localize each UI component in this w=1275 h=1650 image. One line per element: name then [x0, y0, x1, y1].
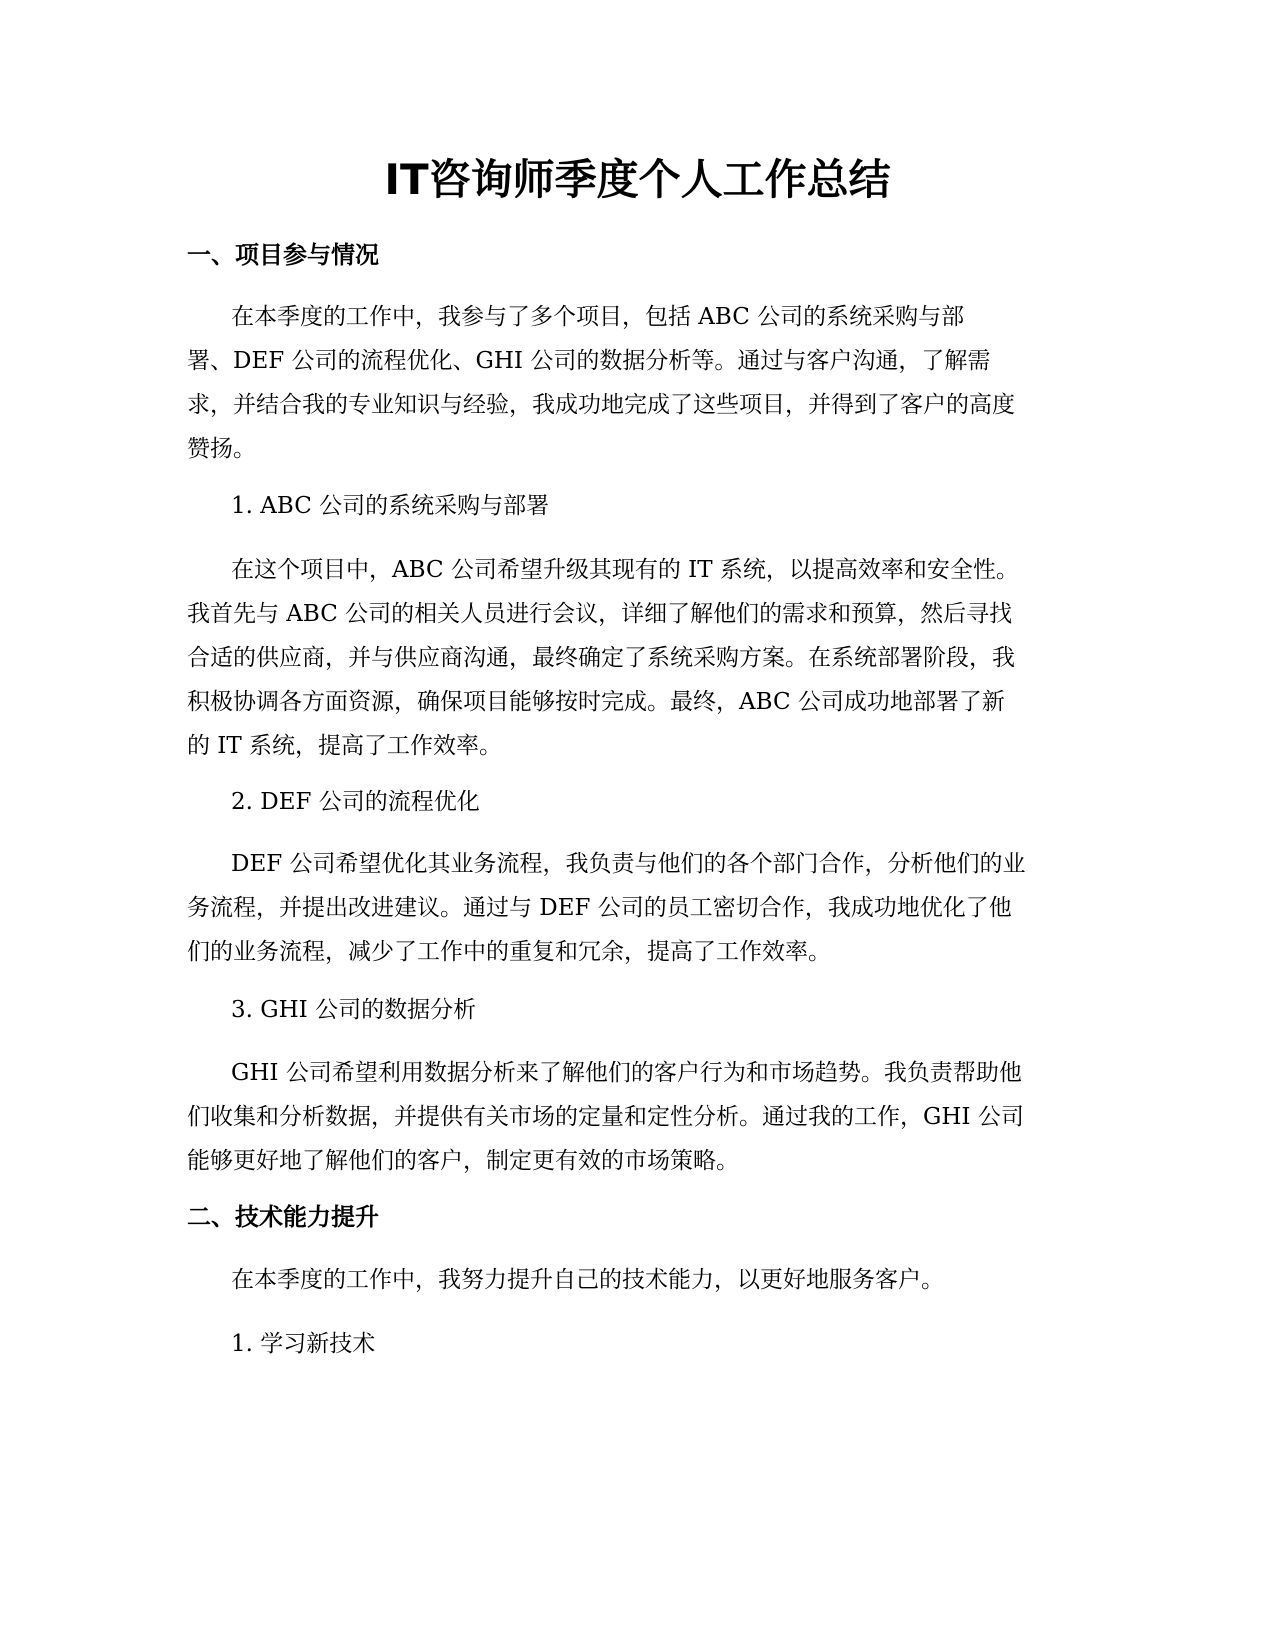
paragraph-line: 在本季度的工作中，我努力提升自己的技术能力，以更好地服务客户。	[231, 1267, 944, 1293]
paragraph-line: 赞扬。	[187, 436, 256, 462]
section-2-intro-paragraph	[187, 1258, 1092, 1302]
paragraph-line: 们收集和分析数据，并提供有关市场的定量和定性分析。通过我的工作，GHI 公司	[187, 1104, 1024, 1130]
item-3-paragraph	[187, 1051, 1092, 1183]
paragraph-line: 的 IT 系统，提高了工作效率。	[187, 733, 503, 759]
item-title-text: 1. ABC 公司的系统采购与部署	[231, 493, 550, 519]
paragraph-line: DEF 公司希望优化其业务流程，我负责与他们的各个部门合作，分析他们的业	[231, 851, 1026, 877]
section-2-item-1-title	[187, 1322, 1092, 1366]
section-1-intro-paragraph	[187, 295, 1092, 471]
paragraph-line: 能够更好地了解他们的客户，制定更有效的市场策略。	[187, 1148, 739, 1174]
paragraph-line: 我首先与 ABC 公司的相关人员进行会议，详细了解他们的需求和预算，然后寻找	[187, 601, 1013, 627]
item-3-title	[187, 988, 1092, 1032]
item-2-title	[187, 780, 1092, 824]
item-2-paragraph	[187, 842, 1092, 974]
paragraph-line: 积极协调各方面资源，确保项目能够按时完成。最终，ABC 公司成功地部署了新	[187, 689, 1005, 715]
section-1-heading: 一、项目参与情况	[187, 241, 379, 269]
paragraph-line: 合适的供应商，并与供应商沟通，最终确定了系统采购方案。在系统部署阶段，我	[187, 645, 1015, 671]
paragraph-line: 们的业务流程，减少了工作中的重复和冗余，提高了工作效率。	[187, 939, 831, 965]
item-title-text: 2. DEF 公司的流程优化	[231, 789, 480, 815]
paragraph-line: GHI 公司希望利用数据分析来了解他们的客户行为和市场趋势。我负责帮助他	[231, 1060, 1022, 1086]
paragraph-line: 求，并结合我的专业知识与经验，我成功地完成了这些项目，并得到了客户的高度	[187, 392, 1015, 418]
document-title: IT咨询师季度个人工作总结	[384, 155, 891, 204]
paragraph-line: 在本季度的工作中，我参与了多个项目，包括 ABC 公司的系统采购与部	[231, 304, 965, 330]
item-1-paragraph	[187, 548, 1092, 768]
paragraph-line: 务流程，并提出改进建议。通过与 DEF 公司的员工密切合作，我成功地优化了他	[187, 895, 1012, 921]
item-1-title	[187, 484, 1092, 528]
paragraph-line: 在这个项目中，ABC 公司希望升级其现有的 IT 系统，以提高效率和安全性。	[231, 557, 1019, 583]
section-2-heading: 二、技术能力提升	[187, 1203, 379, 1231]
item-title-text: 1. 学习新技术	[231, 1331, 376, 1357]
item-title-text: 3. GHI 公司的数据分析	[231, 997, 477, 1023]
paragraph-line: 署、DEF 公司的流程优化、GHI 公司的数据分析等。通过与客户沟通，了解需	[187, 348, 991, 374]
